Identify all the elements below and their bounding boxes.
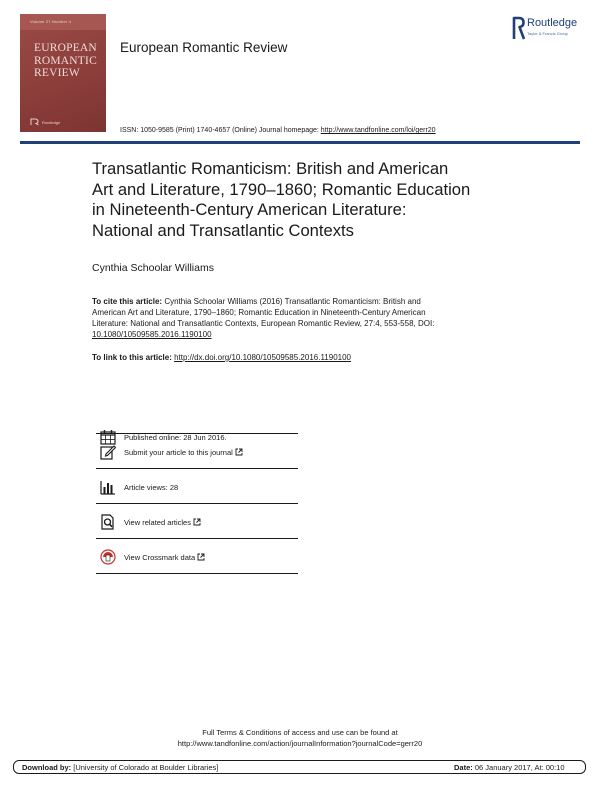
publisher-tagline: Taylor & Francis Group — [527, 31, 568, 36]
article-link-line — [92, 353, 351, 362]
edit-icon — [100, 444, 116, 460]
related-articles-item[interactable] — [96, 504, 298, 539]
download-date — [454, 763, 565, 772]
journal-homepage-link[interactable]: http://www.tandfonline.com/loi/gerr20 — [320, 127, 436, 134]
external-link-icon — [235, 448, 243, 456]
citation-block — [92, 296, 522, 340]
article-title — [92, 159, 532, 241]
cover-title-line: EUROPEAN — [34, 42, 97, 54]
crossmark-item[interactable] — [96, 539, 298, 574]
header-divider — [20, 141, 580, 144]
citation-doi-link[interactable]: 10.1080/10509585.2016.1190100 — [92, 330, 212, 339]
citation-line — [92, 296, 522, 307]
article-metadata-list — [96, 424, 298, 574]
submit-article-label: Submit your article to this journal — [124, 448, 233, 457]
issn-line — [120, 127, 436, 134]
cover-strip — [20, 14, 106, 30]
crossmark-icon — [100, 549, 116, 565]
routledge-r-icon — [512, 16, 525, 40]
bar-chart-icon — [100, 479, 116, 495]
journal-name: European Romantic Review — [120, 40, 288, 55]
external-link-icon — [193, 518, 201, 526]
related-articles-label: View related articles — [124, 518, 191, 527]
terms-of-use — [0, 727, 600, 749]
journal-cover — [20, 14, 106, 132]
cover-strip-text: Volume 27 Number 4 — [30, 19, 72, 24]
cover-title-line: ROMANTIC — [34, 54, 97, 67]
article-link-url[interactable]: http://dx.doi.org/10.1080/10509585.2016.1190100 — [174, 353, 351, 362]
download-date-value: 06 January 2017, At: 00:10 — [472, 763, 565, 772]
article-link-label: To link to this article: — [92, 353, 175, 362]
publisher-logo — [512, 16, 592, 44]
article-views-text: Article views: 28 — [124, 483, 179, 492]
citation-text: Cynthia Schoolar Williams (2016) Transatlantic Romanticism: British and — [162, 297, 421, 306]
article-views-item — [96, 469, 298, 504]
crossmark-label: View Crossmark data — [124, 553, 196, 562]
article-title-line: Art and Literature, 1790–1860; Romantic Education — [92, 179, 471, 199]
crossmark-link[interactable] — [124, 553, 205, 562]
article-author: Cynthia Schoolar Williams — [92, 262, 214, 274]
article-title-line: in Nineteenth-Century American Literature: — [92, 200, 407, 219]
document-search-icon — [100, 514, 116, 530]
publisher-name: Routledge — [527, 17, 578, 29]
issn-text: ISSN: 1050-9585 (Print) 1740-4657 (Online) Journal homepage: — [120, 127, 321, 134]
download-info-bar — [13, 760, 586, 774]
downloaded-by-label: Download by: — [22, 763, 72, 772]
citation-line: American Art and Literature, 1790–1860; Romantic Education in Nineteenth-Century American — [92, 308, 426, 317]
terms-url[interactable]: http://www.tandfonline.com/action/journalInformation?journalCode=gerr20 — [177, 739, 423, 748]
related-articles-link[interactable] — [124, 518, 201, 527]
published-date-text: Published online: 28 Jun 2016. — [124, 433, 227, 442]
article-title-line: Transatlantic Romanticism: British and American — [92, 159, 449, 178]
external-link-icon — [197, 553, 205, 561]
citation-label: To cite this article: — [92, 297, 163, 306]
submit-article-link[interactable] — [124, 448, 243, 457]
cover-publisher-text: Routledge — [42, 120, 61, 125]
downloaded-by-value: [University of Colorado at Boulder Libraries] — [71, 763, 219, 772]
article-title-line: National and Transatlantic Contexts — [92, 220, 354, 240]
published-date-item — [96, 424, 298, 442]
cover-title-line: REVIEW — [34, 67, 80, 79]
submit-article-item[interactable] — [96, 434, 298, 469]
cover-title — [34, 42, 104, 80]
downloaded-by — [22, 763, 218, 772]
download-date-label: Date: — [454, 763, 473, 772]
cover-publisher-logo-icon — [30, 118, 40, 126]
terms-line: Full Terms & Conditions of access and use can be found at — [202, 728, 398, 737]
citation-line: Literature: National and Transatlantic Contexts, European Romantic Review, 27:4, 553-558, DOI: — [92, 319, 435, 328]
